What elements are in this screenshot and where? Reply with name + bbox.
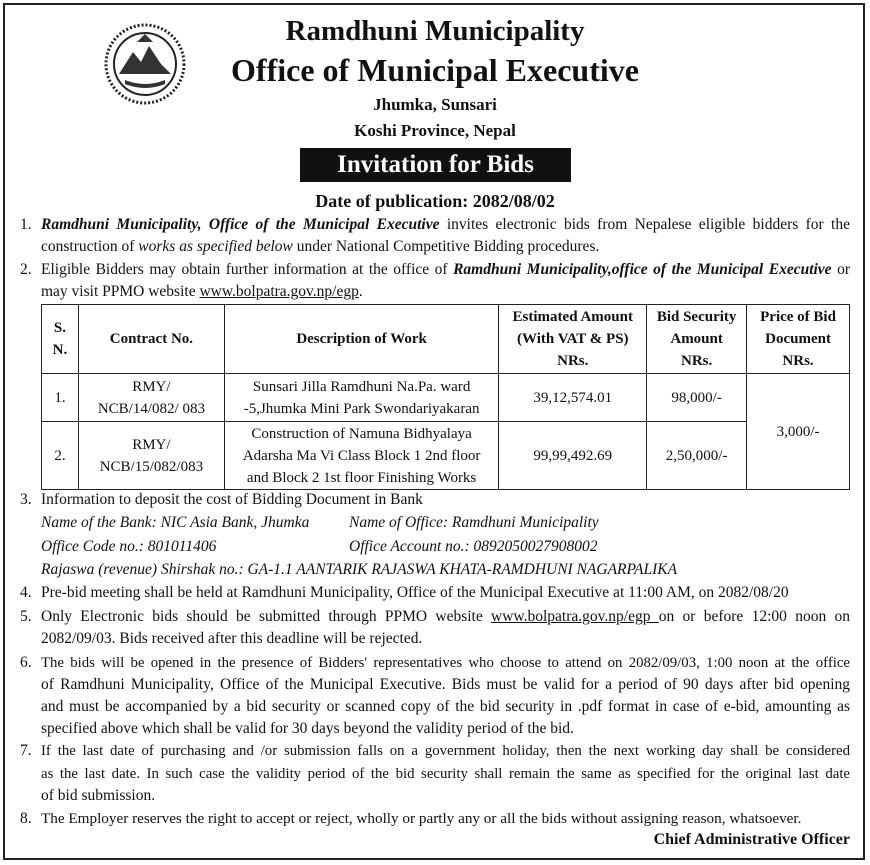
table-row bbox=[42, 422, 850, 490]
price-of-document: 3,000/- bbox=[747, 374, 850, 490]
item-2-line-1: Eligible Bidders may obtain further information at the office of Ramdhuni Municipality,office of the Municipal Executive or bbox=[41, 261, 851, 278]
item-8: The Employer reserves the right to accept or reject, wholly or partly any or all the bids without assigning reason, whatsoever. bbox=[41, 810, 802, 827]
header-security: Bid Security Amount NRs. bbox=[647, 305, 747, 374]
header-sn: S. N. bbox=[42, 305, 79, 374]
table-header-row bbox=[42, 305, 850, 374]
item-7-line-1: If the last date of purchasing and /or submission falls on a government holiday, then the next working day shall be considered bbox=[41, 743, 850, 759]
address-line-1: Jhumka, Sunsari bbox=[373, 95, 497, 114]
item-2-line-2: may visit PPMO website www.bolpatra.gov.np/egp. bbox=[41, 283, 363, 300]
bank-name: Name of the Bank: NIC Asia Bank, Jhumka bbox=[41, 514, 310, 531]
ppmo-link[interactable]: www.bolpatra.gov.np/egp bbox=[199, 283, 359, 300]
item-5-line-1: Only Electronic bids should be submitted through PPMO website www.bolpatra.gov.np/egp on or before 12:00 noon on bbox=[41, 608, 850, 625]
bid-table bbox=[41, 304, 850, 490]
item-number: 4. bbox=[20, 584, 32, 601]
item-number: 7. bbox=[20, 742, 32, 759]
row-description: Construction of Namuna Bidhyalaya Adarsha Ma Vi Class Block 1 2nd floor and Block 2 1st floor Finishing Works bbox=[224, 422, 499, 490]
signature-title: Chief Administrative Officer bbox=[653, 831, 850, 848]
address-line-2: Koshi Province, Nepal bbox=[354, 121, 516, 140]
office-account: Office Account no.: 0892050027908002 bbox=[349, 538, 598, 555]
item-number: 3. bbox=[20, 491, 32, 508]
row-sn: 2. bbox=[42, 422, 79, 490]
row-security: 2,50,000/- bbox=[647, 422, 747, 490]
item-6-line-1: The bids will be opened in the presence of Bidders' representatives who choose to attend on 2082/09/03, 1:00 noon at the office bbox=[41, 655, 850, 671]
item-number: 8. bbox=[20, 810, 32, 827]
header-contract: Contract No. bbox=[78, 305, 224, 374]
publication-date: Date of publication: 2082/08/02 bbox=[315, 191, 555, 211]
item-number: 1. bbox=[20, 216, 32, 233]
item-7-line-2: as the last date. In such case the validity period of the bid security shall remain the same as specified for the original last date bbox=[41, 766, 850, 782]
office-name-bank: Name of Office: Ramdhuni Municipality bbox=[349, 514, 599, 531]
row-contract: RMY/ NCB/15/082/083 bbox=[78, 422, 224, 490]
item-5-line-2: 2082/09/03. Bids received after this deadline will be rejected. bbox=[41, 630, 423, 647]
row-amount: 39,12,574.01 bbox=[499, 374, 647, 422]
row-amount: 99,99,492.69 bbox=[499, 422, 647, 490]
header-description: Description of Work bbox=[224, 305, 499, 374]
item-6-line-4: specified above which shall be valid for 30 days beyond the validity period of the bid. bbox=[41, 720, 574, 737]
item-7-line-3: of bid submission. bbox=[41, 787, 156, 804]
item-6-line-3: and must be accompanied by a bid security or scanned copy of the bid security in .pdf format in case of e-bid, amounting as bbox=[41, 698, 850, 715]
row-sn: 1. bbox=[42, 374, 79, 422]
ppmo-link[interactable]: www.bolpatra.gov.np/egp bbox=[491, 608, 659, 625]
table-row bbox=[42, 374, 850, 422]
header-amount: Estimated Amount (With VAT & PS) NRs. bbox=[499, 305, 647, 374]
item-6-line-2: of Ramdhuni Municipality, Office of the Municipal Executive. Bids must be valid for a period of 90 days after bid opening bbox=[41, 676, 850, 693]
row-description: Sunsari Jilla Ramdhuni Na.Pa. ward -5,Jhumka Mini Park Swondariyakaran bbox=[224, 374, 499, 422]
item-number: 2. bbox=[20, 261, 32, 278]
item-1-line-1: Ramdhuni Municipality, Office of the Municipal Executive invites electronic bids from Nepalese eligible bidders for the bbox=[41, 216, 850, 233]
rajaswa-shirshak: Rajaswa (revenue) Shirshak no.: GA-1.1 AANTARIK RAJASWA KHATA-RAMDHUNI NAGARPALIKA bbox=[41, 561, 678, 578]
office-name: Office of Municipal Executive bbox=[231, 52, 639, 88]
item-4: Pre-bid meeting shall be held at Ramdhuni Municipality, Office of the Municipal Executive at 11:00 AM, on 2082/08/20 bbox=[41, 584, 789, 601]
row-contract: RMY/ NCB/14/082/ 083 bbox=[78, 374, 224, 422]
item-number: 5. bbox=[20, 608, 32, 625]
office-code: Office Code no.: 801011406 bbox=[41, 538, 217, 555]
row-security: 98,000/- bbox=[647, 374, 747, 422]
notice-title: Invitation for Bids bbox=[300, 148, 571, 182]
header-price: Price of Bid Document NRs. bbox=[747, 305, 850, 374]
municipality-name: Ramdhuni Municipality bbox=[285, 15, 585, 47]
item-3-title: Information to deposit the cost of Bidding Document in Bank bbox=[41, 491, 423, 508]
item-number: 6. bbox=[20, 654, 32, 671]
item-1-line-2: construction of works as specified below under National Competitive Bidding procedures. bbox=[41, 238, 600, 255]
